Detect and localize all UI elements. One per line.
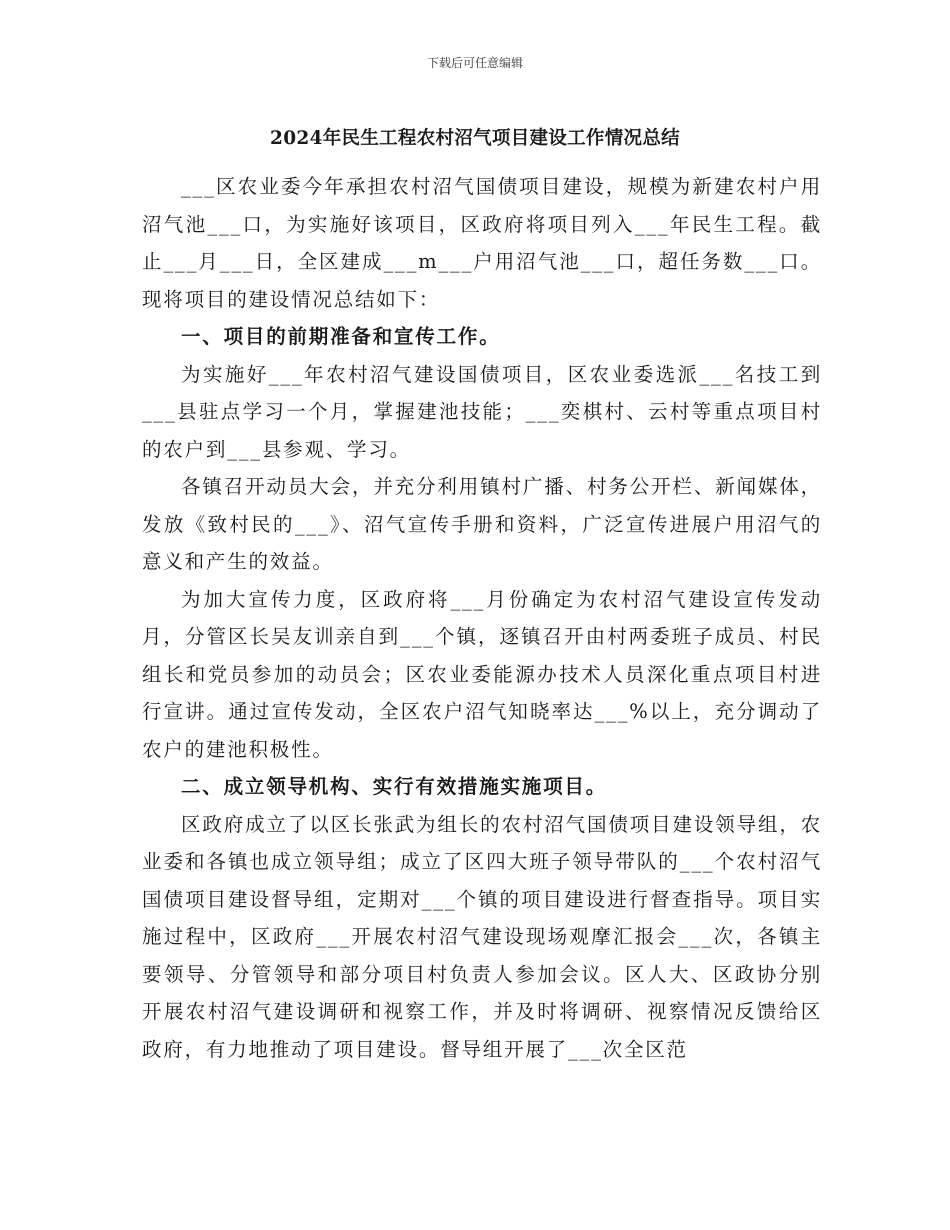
section-heading-2: 二、成立领导机构、实行有效措施实施项目。 (181, 775, 608, 798)
page-header-note: 下载后可任意编辑 (426, 56, 523, 70)
document-title: 2024年民生工程农村沼气项目建设工作情况总结 (270, 128, 680, 149)
paragraph-4: 区政府成立了以区长张武为组长的农村沼气国债项目建设领导组，农业委和各镇也成立领导组；成立了区四大班子领导带队的___个农村沼气国债项目建设督导组，定期对___个镇的项目建设进行督查指导。项目实施过程中，区政府___开展农村沼气建设现场观摩汇报会___次，各镇主要领导、分管领导和部分项目村负责人参加会议。区人大、区政协分别开展农村沼气建设调研和视察工作，并及时将调研、视察情况反馈给区政府，有力地推动了项目建设。督导组开展了___次全区范 (142, 812, 822, 1061)
intro-paragraph: ___区农业委今年承担农村沼气国债项目建设，规模为新建农村户用沼气池___口，为实施好该项目，区政府将项目列入___年民生工程。截止___月___日，全区建成___m___户用沼气池___口，超任务数___口。现将项目的建设情况总结如下： (142, 175, 822, 311)
paragraph-1: 为实施好___年农村沼气建设国债项目，区农业委选派___名技工到___县驻点学习一个月，掌握建池技能；___奕棋村、云村等重点项目村的农户到___县参观、学习。 (142, 362, 822, 461)
paragraph-3: 为加大宣传力度，区政府将___月份确定为农村沼气建设宣传发动月，分管区长吴友训亲自到___个镇，逐镇召开由村两委班子成员、村民组长和党员参加的动员会；区农业委能源办技术人员深化重点项目村进行宣讲。通过宣传发动，全区农户沼气知晓率达___%以上，充分调动了农户的建池积极性。 (142, 587, 822, 761)
section-heading-1: 一、项目的前期准备和宣传工作。 (181, 325, 501, 348)
paragraph-2: 各镇召开动员大会，并充分利用镇村广播、村务公开栏、新闻媒体，发放《致村民的___》、沼气宣传手册和资料，广泛宣传进展户用沼气的意义和产生的效益。 (142, 475, 822, 573)
document-body (142, 168, 822, 1068)
